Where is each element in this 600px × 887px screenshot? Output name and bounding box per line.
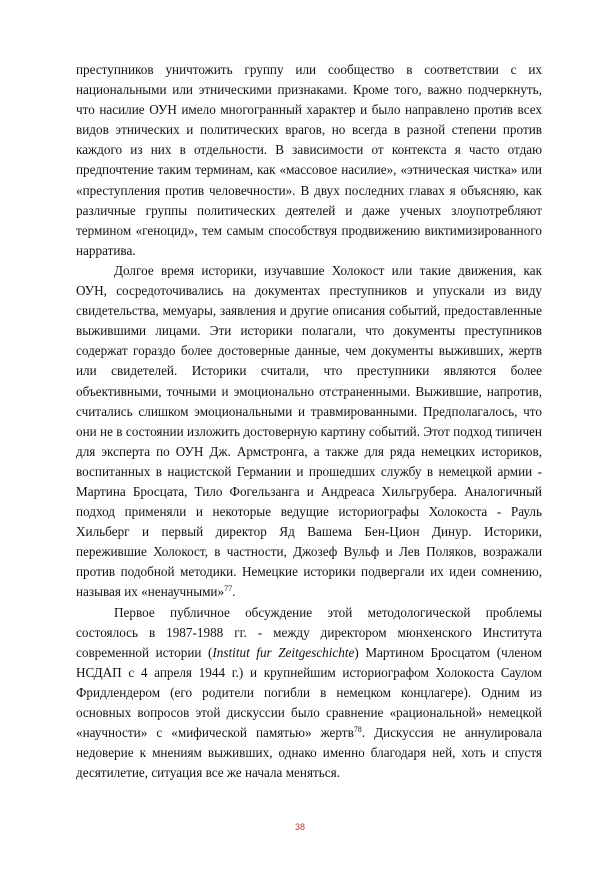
paragraph-1-text: преступников уничтожить группу или сообщество в соответствии с их национальными или этническими признаками. Кроме того, важно подчеркнуть, что насилие ОУН имело многогранный характер и было направлено против всех видов этнических и политических врагов, но всегда в разной степени против каждого из них в отдельности. В зависимости от контекста я часто отдаю предпочтение таким терминам, как «массовое насилие», «этническая чистка» или «преступления против человечности». В двух последних главах я объясняю, как различные группы политических деятелей и даже ученых злоупотребляют термином «геноцид», тем самым способствуя продвижению виктимизированного нарратива. [76,62,542,258]
paragraph-2-end: . [232,584,236,600]
footnote-ref-78[interactable]: 78 [353,725,362,735]
paragraph-3-text-start: Первое публичное обсуждение этой методологической проблемы состоялось в 1987-1988 гг. - между директором мюнхенского Института современной истории ( [76,604,542,660]
institute-name-italic: Institut fur Zeitgeschichte [212,644,355,660]
paragraph-2 [76,261,542,603]
paragraph-1 [76,60,542,261]
paragraph-3 [76,603,542,784]
paragraph-3-text-end: . Дискуссия не аннулировала недоверие к мнениям выживших, однако именно благодаря ней, хоть и спустя десятилетие, ситуация все же начала меняться. [76,725,542,781]
page-number: 38 [294,822,305,832]
footnote-ref-77[interactable]: 77 [224,584,233,594]
page-body [76,60,542,783]
paragraph-2-text: Долгое время историки, изучавшие Холокост или такие движения, как ОУН, сосредоточивались на документах преступников и упускали из виду свидетельства, мемуары, заявления и другие описания событий, предоставленные выжившими лицами. Эти историки полагали, что документы преступников содержат гораздо более достоверные данные, чем документы выживших, жертв или свидетелей. Историки считали, что преступники являются более объективными, точными и эмоционально отстраненными. Выжившие, напротив, считались слишком эмоциональными и травмированными. Предполагалось, что они не в состоянии изложить достоверную картину событий. Этот подход типичен для эксперта по ОУН Дж. Армстронга, а также для ряда немецких историков, воспитанных в нацистской Германии и прошедших службу в немецкой армии - Мартина Бросцата, Тило Фогельзанга и Андреаса Хильгрубера. Аналогичный подход применяли и некоторые ведущие историографы Холокоста - Рауль Хильберг и первый директор Яд Вашема Бен-Цион Динур. Историки, пережившие Холокост, в частности, Джозеф Вульф и Лев Поляков, возражали против подобной методики. Немецкие историки подвергали их идеи сомнению, называя их «ненаучными» [76,262,542,600]
paragraph-3-text-middle: ) Мартином Бросцатом (членом НСДАП с 4 апреля 1944 г.) и крупнейшим историографом Холокоста Саулом Фридлендером (его родители погибли в немецком концлагере). Одним из основных вопросов этой дискуссии было сравнение «рациональной» немецкой «научности» с «мифической памятью» жертв [76,644,542,741]
